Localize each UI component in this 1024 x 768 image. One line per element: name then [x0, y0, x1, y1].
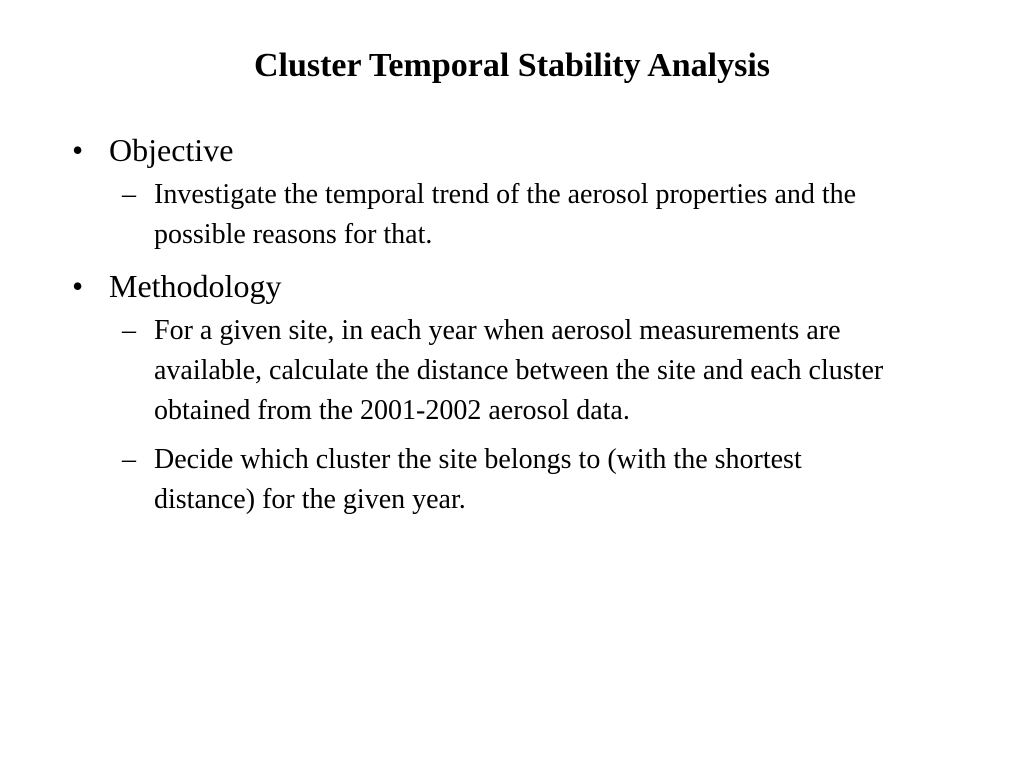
bullet-objective-label: Objective — [109, 132, 234, 168]
sub-bullet-marker: – — [122, 179, 136, 210]
sub-bullet-marker: – — [122, 315, 136, 346]
sub-bullet-marker: – — [122, 444, 136, 475]
sub-bullet-text: For a given site, in each year when aerosol measurements are available, calculate the distance between the site and each cluster obtained from the 2001-2002 aerosol data. — [154, 315, 884, 426]
sub-bullet-text: Investigate the temporal trend of the aerosol properties and the possible reasons for that. — [154, 179, 857, 250]
bullet-methodology-label: Methodology — [109, 268, 282, 304]
slide-content — [0, 128, 1024, 520]
slide-title: Cluster Temporal Stability Analysis — [253, 47, 771, 84]
sub-bullet-text: Decide which cluster the site belongs to (with the shortest distance) for the given year. — [154, 444, 802, 515]
bullet-methodology — [72, 264, 969, 308]
sub-bullet-objective-1 — [122, 175, 904, 255]
sub-bullet-methodology-2 — [122, 440, 904, 520]
bullet-marker: • — [72, 268, 84, 304]
bullet-marker: • — [72, 132, 84, 168]
sub-bullet-methodology-1 — [122, 311, 904, 431]
bullet-objective — [72, 128, 969, 172]
